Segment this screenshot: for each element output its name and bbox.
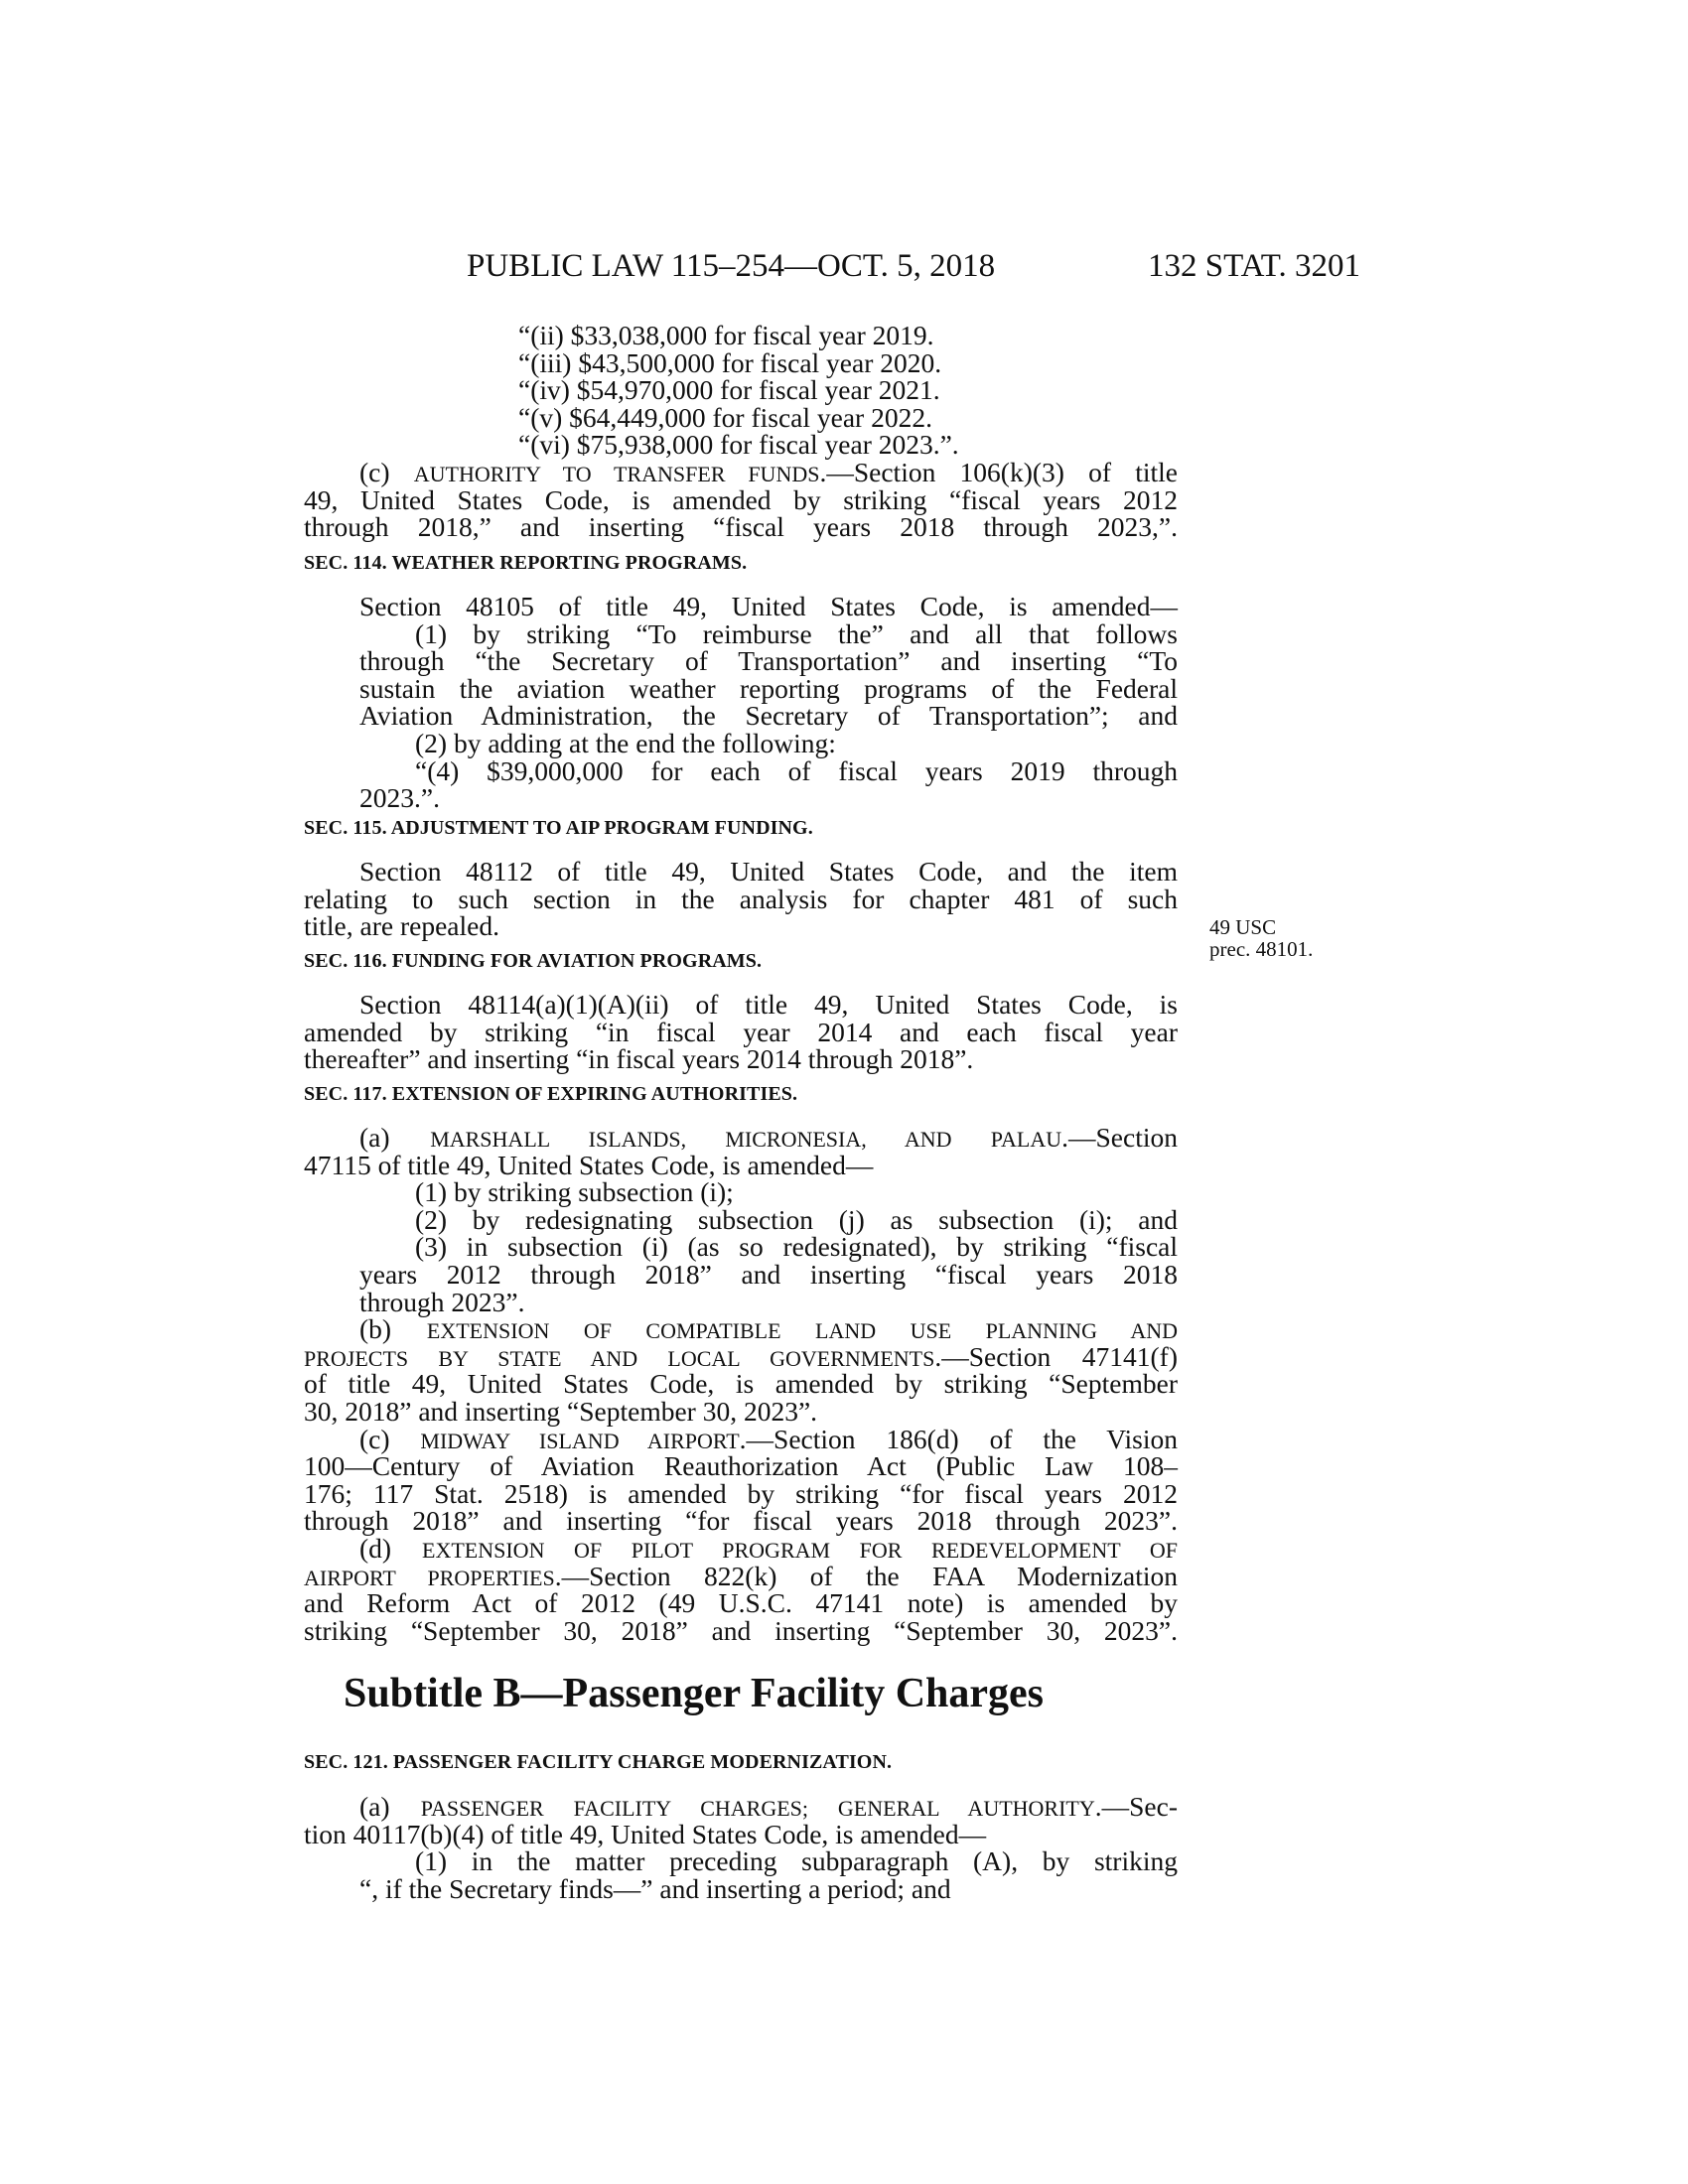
section-117-body: (a) MARSHALL ISLANDS, MICRONESIA, AND PALAU.—Section 47115 of title 49, United States Code, is amended— (1) by striking subsection (i); (2) by redesignating subsection (j) as subsection (i); and (3) in subsection (i) (as so redesignated), by striking “fiscal years 2012 through 2018” and inserting “fiscal years 2018 through 2023”. (b) EXTENSION OF COMPATIBLE LAND USE PLANNING AND PROJECTS BY STATE AND LOCAL GOVERNMENTS.—Section 47141(f) of title 49, United States Code, is amended by striking “September 30, 2018” and inserting “September 30, 2023”. (c) MIDWAY ISLAND AIRPORT.—Section 186(d) of the Vision 100—Century of Aviation Reauthorization Act (Public Law 108– 176; 117 Stat. 2518) is amended by striking “for fiscal years 2012 through 2018” and inserting “for fiscal years 2018 through 2023”. (d) EXTENSION OF PILOT PROGRAM FOR REDEVELOPMENT OF AIRPORT PROPERTIES.—Section 822(k) of the FAA Modernization and Reform Act of 2012 (49 U.S.C. 47141 note) is amended by striking “September 30, 2018” and inserting “September 30, 2023”. xyxy=(304,1122,1179,1646)
subsection-heading: AUTHORITY TO TRANSFER FUNDS xyxy=(413,462,820,486)
item-iii: “(iii) $43,500,000 for fiscal year 2020. xyxy=(518,346,942,378)
section-115-body: Section 48112 of title 49, United States Code, and the item relating to such section in the analysis for chapter 481 of such title, are repealed. xyxy=(304,856,1178,942)
subsection-c-transfer: (c) AUTHORITY TO TRANSFER FUNDS.—Section 106(k)(3) of title 49, United States Code, is amended by striking “fiscal years 2012 through 2018,” and inserting “fiscal years 2018 through 2023,”. xyxy=(304,457,1178,543)
running-header: PUBLIC LAW 115–254—OCT. 5, 2018 xyxy=(467,248,996,284)
section-116-body: Section 48114(a)(1)(A)(ii) of title 49, United States Code, is amended by striking “in fiscal year 2014 and each fiscal year thereafter” and inserting “in fiscal years 2014 through 2018”. xyxy=(304,989,1178,1075)
item-iv: “(iv) $54,970,000 for fiscal year 2021. xyxy=(518,374,940,406)
stat-page-number: 132 STAT. 3201 xyxy=(1148,248,1361,284)
item-v: “(v) $64,449,000 for fiscal year 2022. xyxy=(518,401,932,433)
funding-items xyxy=(304,322,1178,459)
margin-note: 49 USC prec. 48101. xyxy=(1209,915,1314,961)
section-116-title: SEC. 116. FUNDING FOR AVIATION PROGRAMS. xyxy=(304,950,763,972)
item-ii: “(ii) $33,038,000 for fiscal year 2019. xyxy=(518,320,934,350)
item-vi: “(vi) $75,938,000 for fiscal year 2023.”. xyxy=(518,429,959,461)
section-117-title: SEC. 117. EXTENSION OF EXPIRING AUTHORITIES. xyxy=(304,1083,798,1105)
section-121-title: SEC. 121. PASSENGER FACILITY CHARGE MODERNIZATION. xyxy=(304,1751,893,1773)
section-121-body: (a) PASSENGER FACILITY CHARGES; GENERAL AUTHORITY.—Sec- tion 40117(b)(4) of title 49, United States Code, is amended— (1) in the matter preceding subparagraph (A), by striking “, if the Secretary finds—” and inserting a period; and xyxy=(304,1791,1178,1904)
section-115-title: SEC. 115. ADJUSTMENT TO AIP PROGRAM FUNDING. xyxy=(304,817,813,839)
section-114-title: SEC. 114. WEATHER REPORTING PROGRAMS. xyxy=(304,552,748,574)
section-114-body: Section 48105 of title 49, United States Code, is amended— (1) by striking “To reimburse the” and all that follows through “the Secretary of Transportation” and inserting “To sustain the aviation weather reporting programs of the Federal Aviation Administration, the Secretary of Transportation”; and (2) by adding at the end the following: “(4) $39,000,000 for each of fiscal years 2019 through 2023.”. xyxy=(359,591,1178,814)
subtitle-heading: Subtitle B—Passenger Facility Charges xyxy=(344,1671,1045,1716)
